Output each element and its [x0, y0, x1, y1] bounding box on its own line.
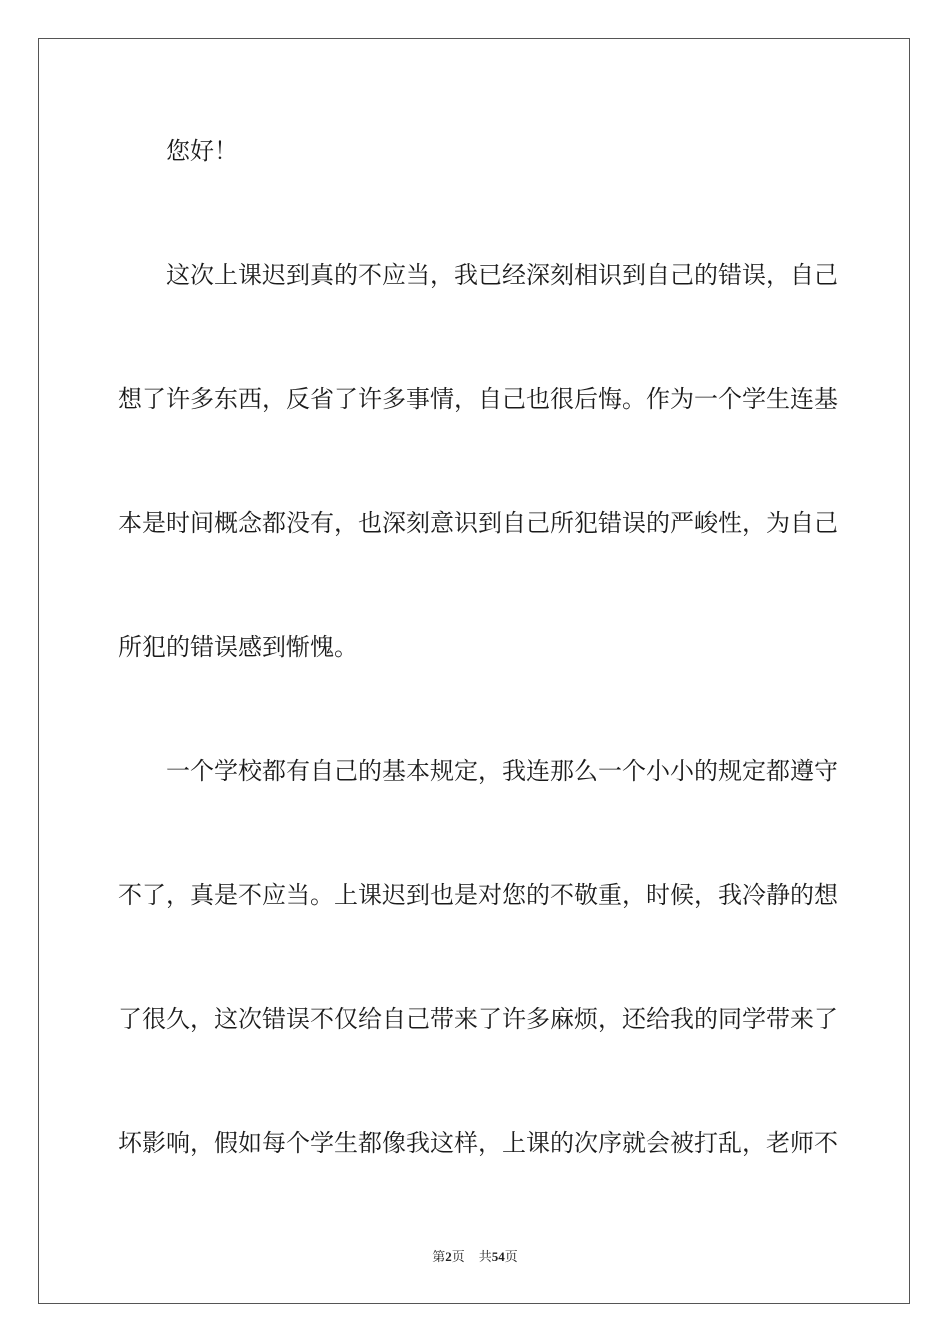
total-prefix: 共 — [478, 1249, 492, 1264]
paragraph-1-line-3: 本是时间概念都没有，也深刻意识到自己所犯错误的严峻性，为自己 — [118, 509, 838, 537]
paragraph-1-line-2: 想了许多东西，反省了许多事情，自己也很后悔。作为一个学生连基 — [118, 385, 838, 413]
total-pages-number: 54 — [491, 1249, 505, 1264]
paragraph-2-line-1: 一个学校都有自己的基本规定，我连那么一个小小的规定都遵守 — [166, 757, 838, 785]
page-frame — [38, 38, 910, 1304]
page-number: 2 — [445, 1249, 452, 1264]
paragraph-2-line-3: 了很久，这次错误不仅给自己带来了许多麻烦，还给我的同学带来了 — [118, 1005, 838, 1033]
paragraph-2-line-2: 不了，真是不应当。上课迟到也是对您的不敬重，时候，我冷静的想 — [118, 881, 838, 909]
paragraph-2-line-4: 坏影响，假如每个学生都像我这样，上课的次序就会被打乱，老师不 — [118, 1129, 838, 1157]
page-prefix: 第 — [432, 1249, 446, 1264]
page-suffix: 页 — [451, 1249, 465, 1264]
total-suffix: 页 — [504, 1249, 518, 1264]
paragraph-1-line-4: 所犯的错误感到惭愧。 — [118, 633, 358, 661]
page-footer — [0, 1248, 950, 1266]
greeting-line: 您好！ — [166, 137, 238, 165]
paragraph-1-line-1: 这次上课迟到真的不应当，我已经深刻相识到自己的错误，自己 — [166, 261, 838, 289]
